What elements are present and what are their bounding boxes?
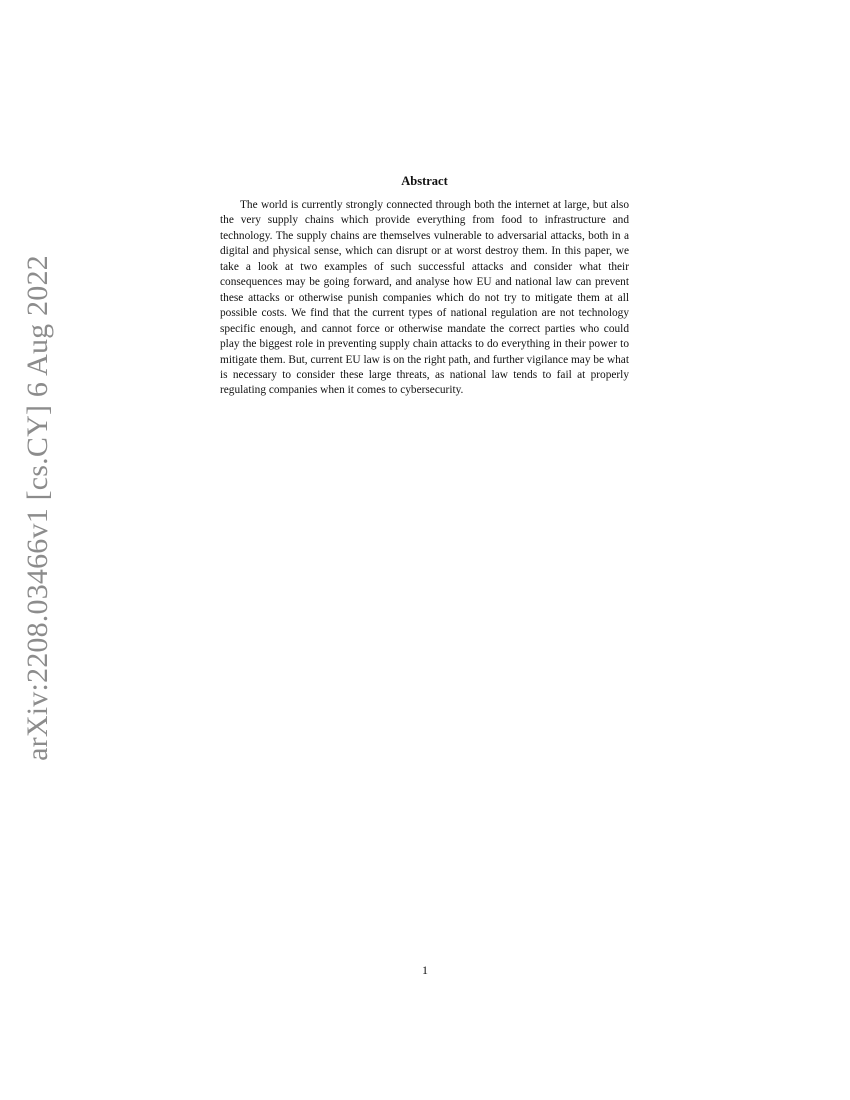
abstract-heading: Abstract [401,174,448,188]
abstract-section [220,174,629,399]
abstract-body: The world is currently strongly connected through both the internet at large, but also the very supply chains which provide everything from food to infrastructure and technology. The supply chains are themselves vulnerable to adversarial attacks, both in a digital and physical sense, which can disrupt or at worst destroy them. In this paper, we take a look at two examples of such successful attacks and consider what their consequences may be going forward, and analyse how EU and national law can prevent these attacks or otherwise punish companies which do not try to mitigate them at all possible costs. We find that the current types of national regulation are not technology specific enough, and cannot force or otherwise mandate the correct parties who could play the biggest role in preventing supply chain attacks to do everything in their power to mitigate them. But, current EU law is on the right path, and further vigilance may be what is necessary to consider these large threats, as national law tends to fail at properly regulating companies when it comes to cybersecurity. [220,199,629,397]
page-number: 1 [422,963,428,977]
arxiv-identifier-stamp: arXiv:2208.03466v1 [cs.CY] 6 Aug 2022 [21,255,54,761]
